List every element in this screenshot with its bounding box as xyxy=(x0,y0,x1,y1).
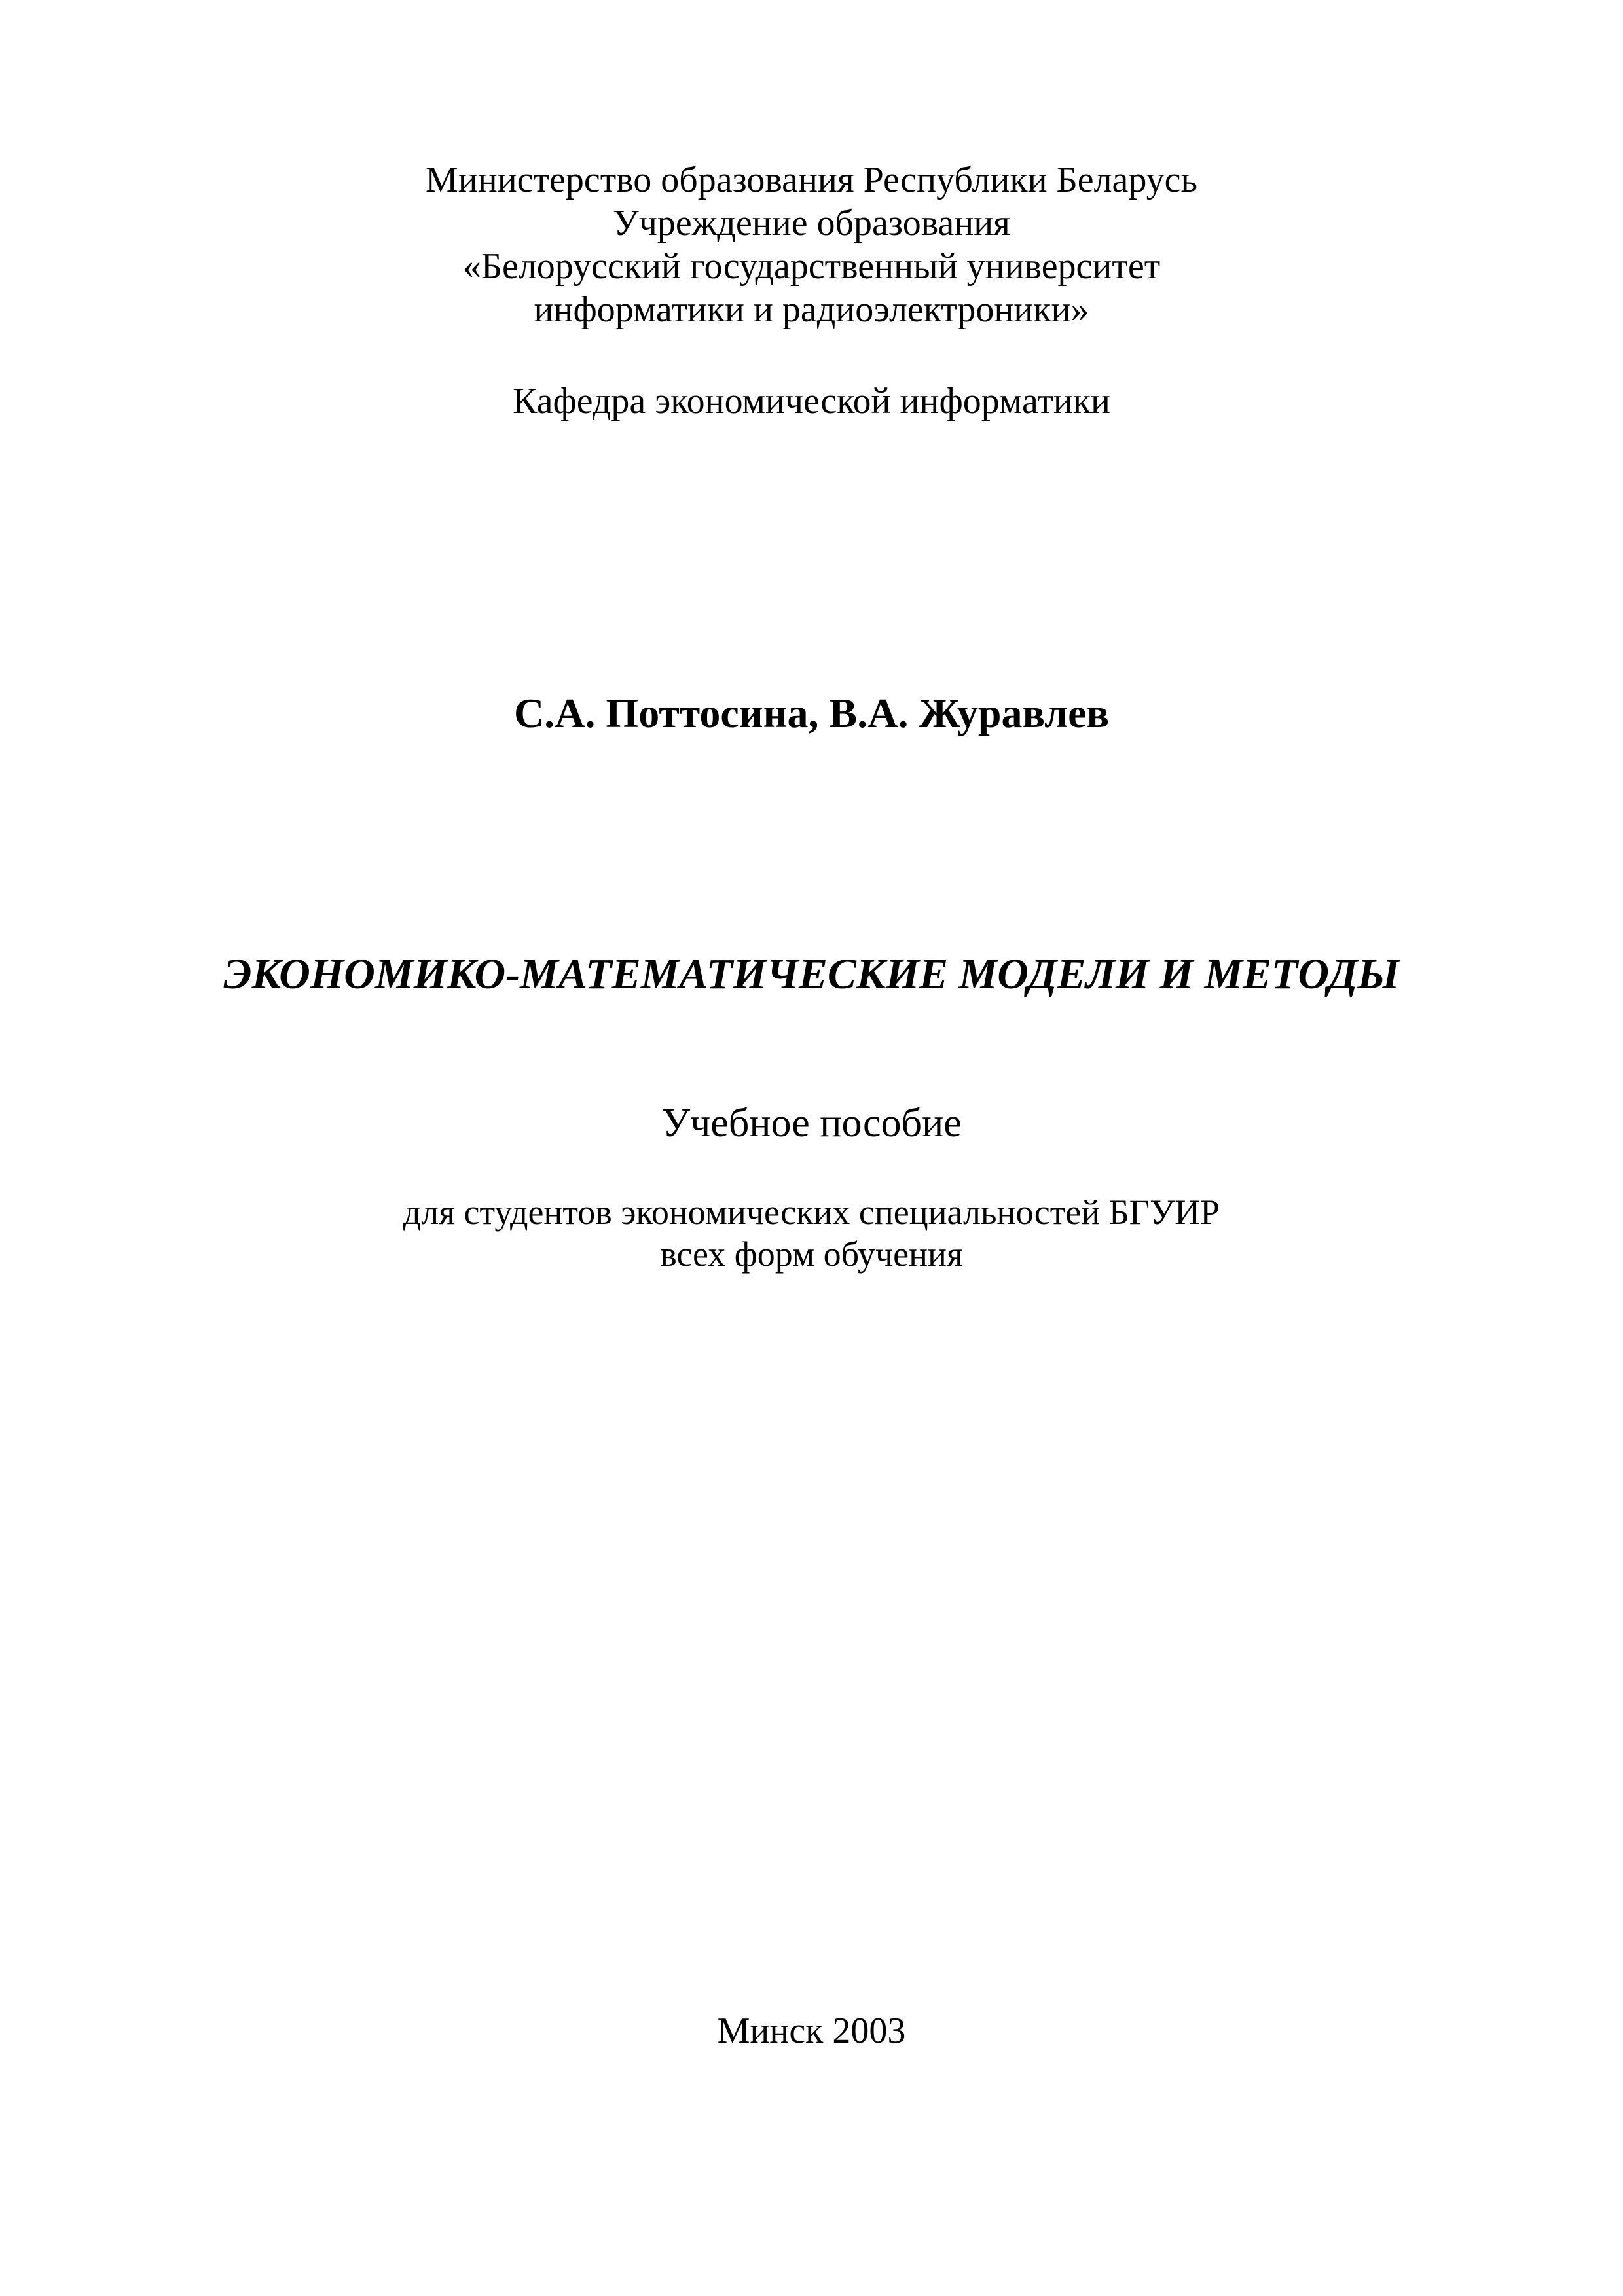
institution-header xyxy=(0,158,1623,331)
title-line: ЭКОНОМИКО-МАТЕМАТИЧЕСКИЕ МОДЕЛИ И МЕТОДЫ xyxy=(223,950,1400,998)
university-name-line-1: «Белорусский государственный университет xyxy=(462,246,1161,287)
authors-line: С.А. Поттосина, В.А. Журавлев xyxy=(513,690,1110,736)
target-audience xyxy=(0,1191,1623,1275)
place-year-line: Минск 2003 xyxy=(717,2011,906,2051)
document-type xyxy=(0,1100,1623,1147)
place-and-year xyxy=(0,2009,1623,2053)
department-line: Кафедра экономической информатики xyxy=(513,381,1110,422)
audience-line-2: всех форм обучения xyxy=(660,1234,963,1274)
university-name-line-2: информатики и радиоэлектроники» xyxy=(534,289,1089,330)
ministry-line: Министерство образования Республики Беларусь xyxy=(425,160,1198,200)
audience-line-1: для студентов экономических специальностей БГУИР xyxy=(403,1193,1220,1232)
institution-type-line: Учреждение образования xyxy=(613,203,1010,243)
document-type-line: Учебное пособие xyxy=(661,1101,962,1145)
document-title xyxy=(0,949,1623,1000)
authors xyxy=(0,689,1623,738)
department-name xyxy=(0,380,1623,423)
